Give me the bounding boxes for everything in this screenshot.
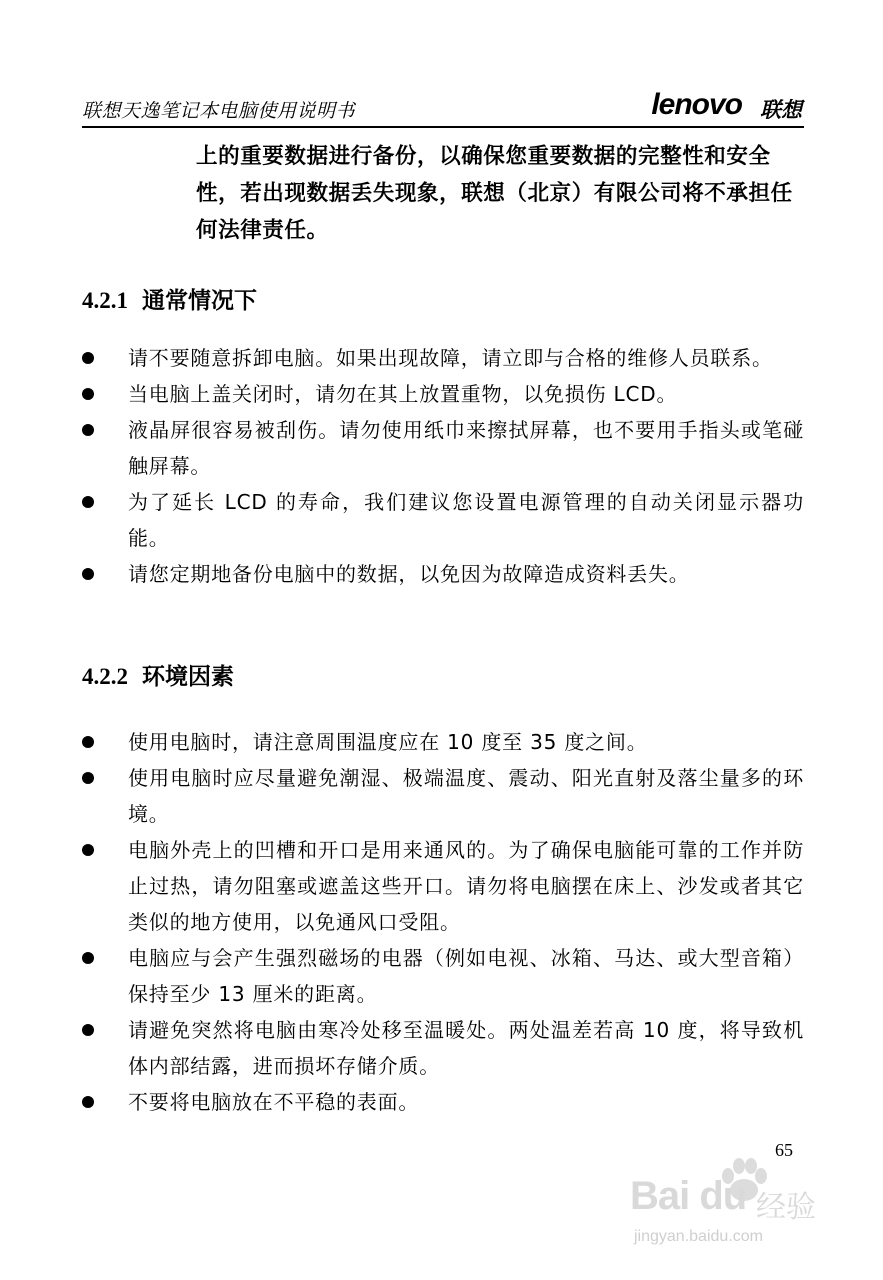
list-item: 使用电脑时，请注意周围温度应在 10 度至 35 度之间。 — [82, 724, 804, 760]
page-header — [82, 88, 804, 128]
header-title: 联想天逸笔记本电脑使用说明书 — [82, 100, 356, 122]
section-heading-4-2-1 — [82, 282, 257, 315]
bullet-icon — [82, 844, 94, 856]
list-item: 使用电脑时应尽量避免潮湿、极端温度、震动、阳光直射及落尘量多的环境。 — [82, 760, 804, 832]
bullet-icon — [82, 352, 94, 364]
lenovo-logo-cn: 联想 — [760, 98, 802, 122]
section-title: 环境因素 — [142, 664, 234, 690]
bullet-icon — [82, 568, 94, 580]
section-heading-4-2-2 — [82, 658, 234, 691]
bullet-icon — [82, 736, 94, 748]
list-item: 请不要随意拆卸电脑。如果出现故障，请立即与合格的维修人员联系。 — [82, 340, 804, 376]
watermark-url: jingyan.baidu.com — [634, 1228, 763, 1245]
watermark-cn: 经验 — [756, 1190, 816, 1225]
bullet-icon — [82, 1024, 94, 1036]
bullet-icon — [82, 1096, 94, 1108]
section-number: 4.2.2 — [82, 664, 128, 689]
list-item: 为了延长 LCD 的寿命，我们建议您设置电源管理的自动关闭显示器功能。 — [82, 484, 804, 556]
list-item: 电脑应与会产生强烈磁场的电器（例如电视、冰箱、马达、或大型音箱）保持至少 13 厘米的距离。 — [82, 940, 804, 1012]
lenovo-logo: lenovo — [651, 88, 742, 121]
bullet-list-general — [82, 340, 804, 592]
warning-paragraph: 上的重要数据进行备份，以确保您重要数据的完整性和安全性，若出现数据丢失现象，联想（北京）有限公司将不承担任何法律责任。 — [196, 144, 793, 243]
bullet-icon — [82, 772, 94, 784]
section-number: 4.2.1 — [82, 288, 128, 313]
list-item: 液晶屏很容易被刮伤。请勿使用纸巾来擦拭屏幕，也不要用手指头或笔碰触屏幕。 — [82, 412, 804, 484]
bullet-list-environment — [82, 724, 804, 1120]
list-item: 当电脑上盖关闭时，请勿在其上放置重物，以免损伤 LCD。 — [82, 376, 804, 412]
list-item: 请避免突然将电脑由寒冷处移至温暖处。两处温差若高 10 度，将导致机体内部结露，进而损坏存储介质。 — [82, 1012, 804, 1084]
bullet-icon — [82, 952, 94, 964]
list-item: 请您定期地备份电脑中的数据，以免因为故障造成资料丢失。 — [82, 556, 804, 592]
list-item: 电脑外壳上的凹槽和开口是用来通风的。为了确保电脑能可靠的工作并防止过热，请勿阻塞或遮盖这些开口。请勿将电脑摆在床上、沙发或者其它类似的地方使用，以免通风口受阻。 — [82, 832, 804, 940]
bullet-icon — [82, 388, 94, 400]
page-number: 65 — [775, 1140, 793, 1160]
baidu-watermark — [628, 1150, 838, 1260]
bullet-icon — [82, 424, 94, 436]
list-item: 不要将电脑放在不平稳的表面。 — [82, 1084, 804, 1120]
bullet-icon — [82, 496, 94, 508]
watermark-brand: Bai du — [630, 1174, 747, 1218]
section-title: 通常情况下 — [142, 288, 257, 314]
